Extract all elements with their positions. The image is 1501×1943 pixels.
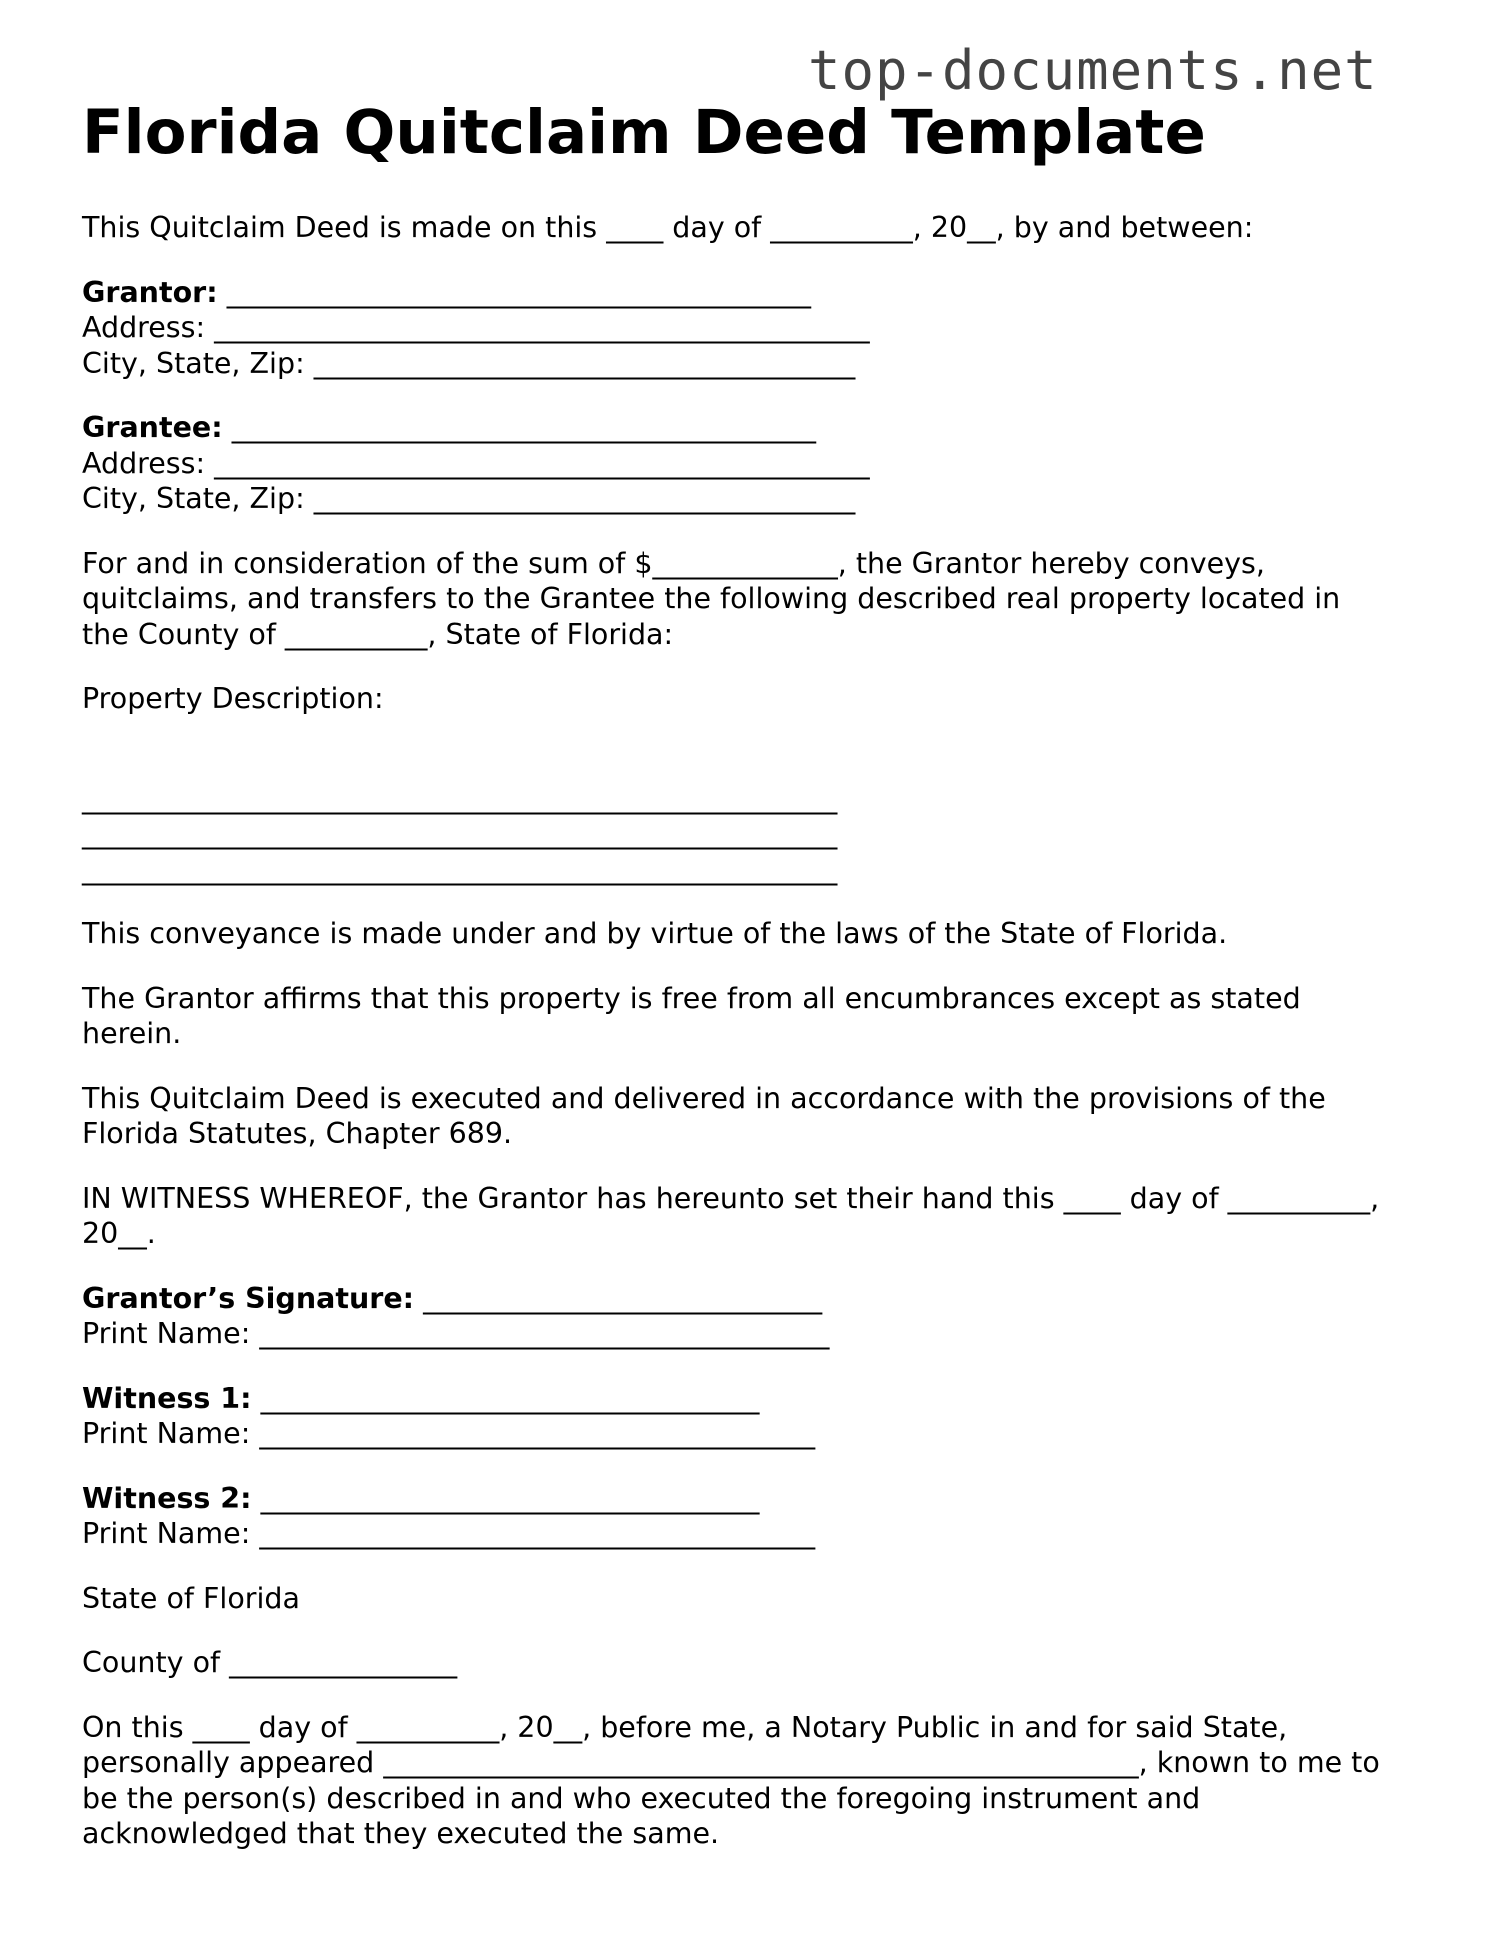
laws-text: This conveyance is made under and by virtue of the laws of the State of Florida. [82,917,1228,950]
witness-1-blank: ___________________________________ [251,1381,760,1415]
witness-1-line [82,1381,1412,1417]
notary-county-block [82,1645,1412,1681]
notary-county: County of ________________ [82,1646,458,1679]
consideration-line-3: the County of __________, State of Florida: [82,617,674,651]
grantee-city-state-zip: City, State, Zip: ______________________________________ [82,482,856,515]
executed-line-2: Florida Statutes, Chapter 689. [82,1117,513,1150]
document-body [82,210,1412,1881]
watermark: top-documents.net [808,39,1378,102]
executed-line-1: This Quitclaim Deed is executed and delivered in accordance with the provisions of the [82,1081,1326,1115]
page-title: Florida Quitclaim Deed Template [82,97,1206,168]
grantee-label: Grantee: [82,411,223,444]
notary-state-block [82,1581,1412,1617]
affirm-line-1: The Grantor affirms that this property is free from all encumbrances except as stated [82,981,1301,1015]
witness-whereof-line-2: 20__. [82,1217,156,1250]
property-description-label: Property Description: [82,682,384,715]
grantor-label: Grantor: [82,275,218,309]
notary-line-3: be the person(s) described in and who executed the foregoing instrument and [82,1781,1201,1815]
witness-1-block [82,1381,1412,1452]
consideration-line-1: For and in consideration of the sum of $_____________, the Grantor hereby conveys, [82,546,1265,580]
grantee-block [82,410,1412,517]
affirm-line-2: herein. [82,1017,182,1050]
consideration-paragraph [82,546,1412,653]
property-description-lines [82,781,1412,888]
grantor-address: Address: ______________________________________________ [82,311,870,344]
witness-whereof-paragraph [82,1181,1412,1252]
grantee-line [82,410,1412,446]
intro-paragraph [82,210,1412,246]
grantee-address: Address: ______________________________________________ [82,446,870,480]
witness-2-label: Witness 2: [82,1481,252,1515]
executed-paragraph [82,1081,1412,1152]
witness-2-blank: ___________________________________ [251,1481,760,1515]
property-label-block [82,681,1412,717]
laws-paragraph [82,916,1412,952]
intro-text: This Quitclaim Deed is made on this ____ day of __________, 20__, by and between: [82,211,1254,244]
grantor-line [82,275,1412,311]
notary-state: State of Florida [82,1581,300,1615]
grantor-signature-block [82,1281,1412,1352]
grantor-print-name: Print Name: ________________________________________ [82,1317,830,1350]
property-blank-line-1: _____________________________________________________ [82,781,838,815]
grantee-blank: _________________________________________ [222,411,816,444]
witness-1-print-name: Print Name: _______________________________________ [82,1417,816,1450]
notary-line-2: personally appeared _____________________________________________________, known to me to [82,1746,1380,1779]
witness-2-block [82,1481,1412,1552]
witness-2-line [82,1481,1412,1517]
consideration-line-2: quitclaims, and transfers to the Grantee the following described real property located in [82,582,1341,615]
witness-whereof-line-1: IN WITNESS WHEREOF, the Grantor has hereunto set their hand this ____ day of __________, [82,1181,1380,1215]
grantor-city-state-zip: City, State, Zip: ______________________________________ [82,346,856,380]
grantor-blank: _________________________________________ [217,275,811,309]
affirm-paragraph [82,981,1412,1052]
notary-line-4: acknowledged that they executed the same. [82,1817,720,1850]
grantor-signature-label: Grantor’s Signature: [82,1281,415,1315]
notary-paragraph [82,1710,1412,1852]
witness-2-print-name: Print Name: _______________________________________ [82,1517,816,1550]
grantor-signature-blank: ____________________________ [414,1281,823,1315]
witness-1-label: Witness 1: [82,1381,252,1415]
grantor-block [82,275,1412,382]
property-blank-line-3: _____________________________________________________ [82,852,838,886]
grantor-signature-line [82,1281,1412,1317]
notary-line-1: On this ____ day of __________, 20__, before me, a Notary Public in and for said State, [82,1710,1288,1744]
property-blank-line-2: _____________________________________________________ [82,817,838,850]
